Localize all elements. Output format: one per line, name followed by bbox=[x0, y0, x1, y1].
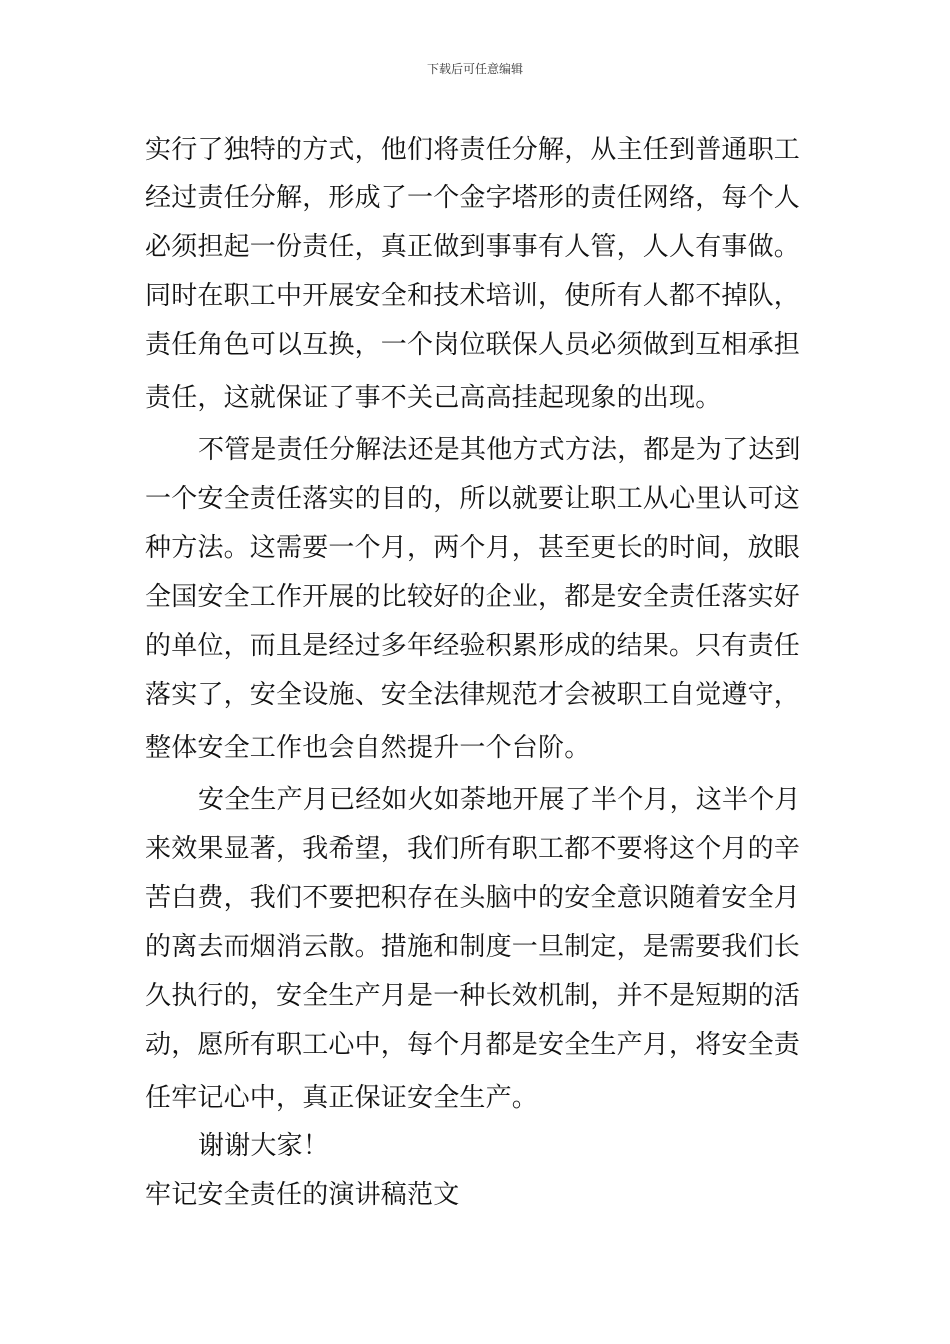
paragraph-first-line: 安全生产月已经如火如荼地开展了半个月，这半个月 bbox=[198, 785, 801, 815]
body-line: 一个安全责任落实的目的，所以就要让职工从心里认可这 bbox=[145, 484, 801, 514]
body-line: 整体安全工作也会自然提升一个台阶。 bbox=[145, 733, 591, 763]
body-line: 必须担起一份责任，真正做到事事有人管，人人有事做。 bbox=[145, 232, 801, 262]
body-line: 来效果显著，我希望，我们所有职工都不要将这个月的辛 bbox=[145, 834, 801, 864]
body-line: 的离去而烟消云散。措施和制度一旦制定，是需要我们长 bbox=[145, 932, 801, 962]
body-line: 种方法。这需要一个月，两个月，甚至更长的时间，放眼 bbox=[145, 533, 801, 563]
body-line: 落实了，安全设施、安全法律规范才会被职工自觉遵守， bbox=[145, 680, 801, 710]
body-line: 同时在职工中开展安全和技术培训，使所有人都不掉队， bbox=[145, 281, 801, 311]
body-line: 责任角色可以互换，一个岗位联保人员必须做到互相承担 bbox=[145, 330, 801, 360]
next-title: 牢记安全责任的演讲稿范文 bbox=[145, 1180, 460, 1210]
body-line: 全国安全工作开展的比较好的企业，都是安全责任落实好 bbox=[145, 582, 801, 612]
body-line: 责任，这就保证了事不关己高高挂起现象的出现。 bbox=[145, 383, 722, 413]
body-line: 的单位，而且是经过多年经验积累形成的结果。只有责任 bbox=[145, 631, 801, 661]
paragraph-first-line: 不管是责任分解法还是其他方式方法，都是为了达到 bbox=[198, 435, 801, 465]
body-line: 动，愿所有职工心中，每个月都是安全生产月，将安全责 bbox=[145, 1030, 801, 1060]
closing-thanks: 谢谢大家！ bbox=[198, 1131, 330, 1161]
body-line: 苦白费，我们不要把积存在头脑中的安全意识随着安全月 bbox=[145, 883, 801, 913]
body-line: 久执行的，安全生产月是一种长效机制，并不是短期的活 bbox=[145, 981, 801, 1011]
body-line: 经过责任分解，形成了一个金字塔形的责任网络，每个人 bbox=[145, 183, 801, 213]
page-header: 下载后可任意编辑 bbox=[426, 62, 523, 76]
body-line: 实行了独特的方式，他们将责任分解，从主任到普通职工 bbox=[145, 135, 801, 165]
body-line: 任牢记心中，真正保证安全生产。 bbox=[145, 1083, 539, 1113]
